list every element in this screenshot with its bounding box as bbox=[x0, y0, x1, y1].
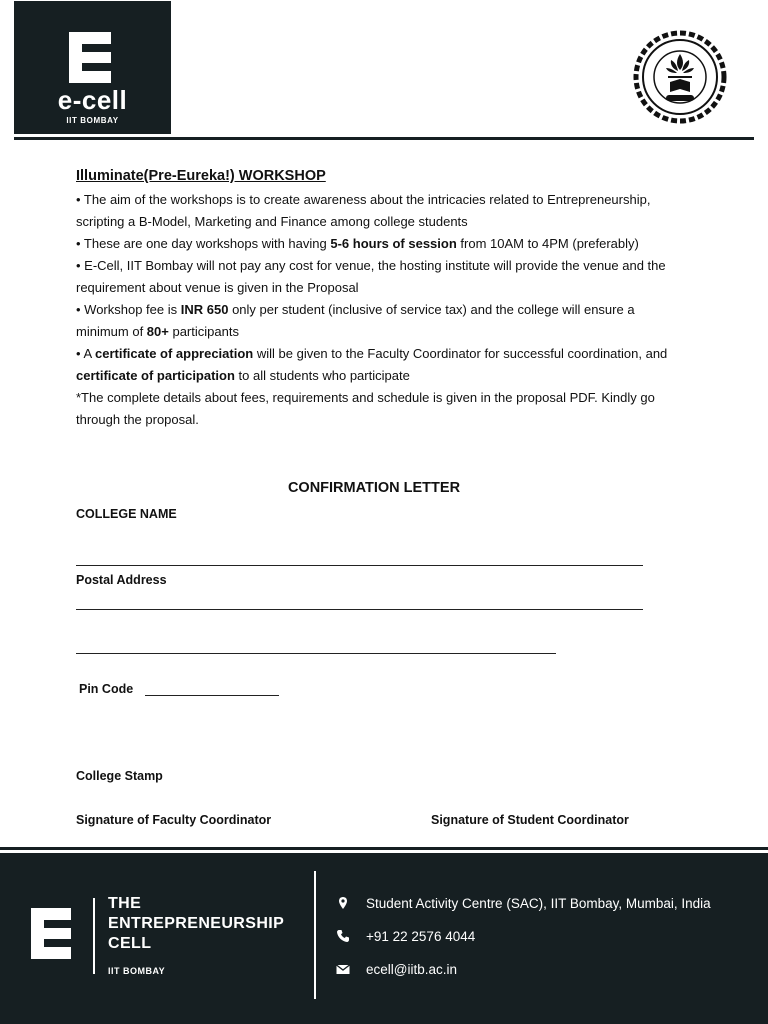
college-name-label: COLLEGE NAME bbox=[76, 507, 177, 521]
bold-span: certificate of participation bbox=[76, 368, 235, 383]
footer-phone-text: +91 22 2576 4044 bbox=[366, 928, 476, 944]
footer-org-name-line: CELL bbox=[108, 935, 152, 952]
pin-code-field[interactable] bbox=[145, 695, 279, 696]
iit-bombay-seal-icon bbox=[626, 30, 734, 124]
bold-span: 80+ bbox=[146, 324, 169, 339]
college-name-field[interactable] bbox=[76, 565, 643, 566]
footer-org-name-line: ENTREPRENEURSHIP bbox=[108, 915, 285, 932]
ecell-logo bbox=[14, 1, 171, 134]
footer bbox=[0, 853, 768, 1024]
text-span: participants bbox=[168, 324, 239, 339]
footer-logo-bar bbox=[93, 898, 95, 974]
mail-icon bbox=[336, 962, 350, 976]
footer-divider bbox=[0, 847, 768, 850]
pin-code-label: Pin Code bbox=[79, 682, 134, 696]
header-divider bbox=[14, 137, 754, 140]
e-letter-icon bbox=[69, 32, 111, 83]
workshop-note: *The complete details about fees, requirements and schedule is given in the proposal PDF. Kindly go through the proposal. bbox=[76, 390, 655, 427]
confirmation-letter-title: CONFIRMATION LETTER bbox=[287, 480, 461, 496]
text-span: • Workshop fee is bbox=[76, 302, 181, 317]
footer-vertical-divider bbox=[314, 871, 316, 999]
bold-span: INR 650 bbox=[180, 302, 229, 317]
logo-wordmark: e-cell bbox=[57, 85, 128, 115]
footer-email bbox=[336, 961, 457, 977]
e-letter-icon bbox=[31, 908, 71, 959]
college-stamp-label: College Stamp bbox=[76, 769, 163, 783]
workshop-title: Illuminate(Pre-Eureka!) WORKSHOP bbox=[76, 168, 326, 184]
workshop-point-duration bbox=[76, 233, 686, 255]
text-span: • These are one day workshops with having bbox=[76, 236, 331, 251]
footer-phone bbox=[336, 928, 475, 944]
workshop-section bbox=[76, 168, 686, 431]
footer-org-name-line: THE bbox=[108, 895, 142, 912]
logo-subtext: IIT BOMBAY bbox=[66, 116, 119, 125]
text-span: will be given to the Faculty Coordinator for successful coordination, and bbox=[253, 346, 668, 361]
footer-email-text[interactable]: ecell@iitb.ac.in bbox=[366, 961, 457, 977]
footer-org-name bbox=[108, 894, 284, 954]
workshop-point-venue: • E-Cell, IIT Bombay will not pay any cost for venue, the hosting institute will provide the venue and the requirement about venue is given in the Proposal bbox=[76, 258, 666, 295]
postal-address-field-2[interactable] bbox=[76, 653, 556, 654]
text-span: only per student (inclusive of service tax) and the college will ensure a minimum of bbox=[76, 302, 635, 339]
footer-address-text: Student Activity Centre (SAC), IIT Bombay, Mumbai, India bbox=[366, 895, 711, 911]
postal-address-label: Postal Address bbox=[76, 573, 167, 587]
bold-span: certificate of appreciation bbox=[95, 346, 254, 361]
footer-org-subtext: IIT BOMBAY bbox=[108, 966, 166, 976]
postal-address-field-1[interactable] bbox=[76, 609, 643, 610]
workshop-point-aim: • The aim of the workshops is to create awareness about the intricacies related to Entrepreneurship, scripting a B-Model, Marketing and Finance among college students bbox=[76, 192, 651, 229]
text-span: from 10AM to 4PM (preferably) bbox=[456, 236, 639, 251]
student-signature-label: Signature of Student Coordinator bbox=[431, 813, 629, 827]
bold-span: 5-6 hours of session bbox=[330, 236, 457, 251]
footer-address bbox=[336, 895, 711, 911]
text-span: to all students who participate bbox=[234, 368, 410, 383]
text-span: • A bbox=[76, 346, 96, 361]
faculty-signature-label: Signature of Faculty Coordinator bbox=[76, 813, 272, 827]
workshop-point-certificate bbox=[76, 343, 686, 387]
phone-icon bbox=[336, 929, 350, 943]
workshop-point-fee bbox=[76, 299, 686, 343]
location-pin-icon bbox=[336, 896, 350, 910]
